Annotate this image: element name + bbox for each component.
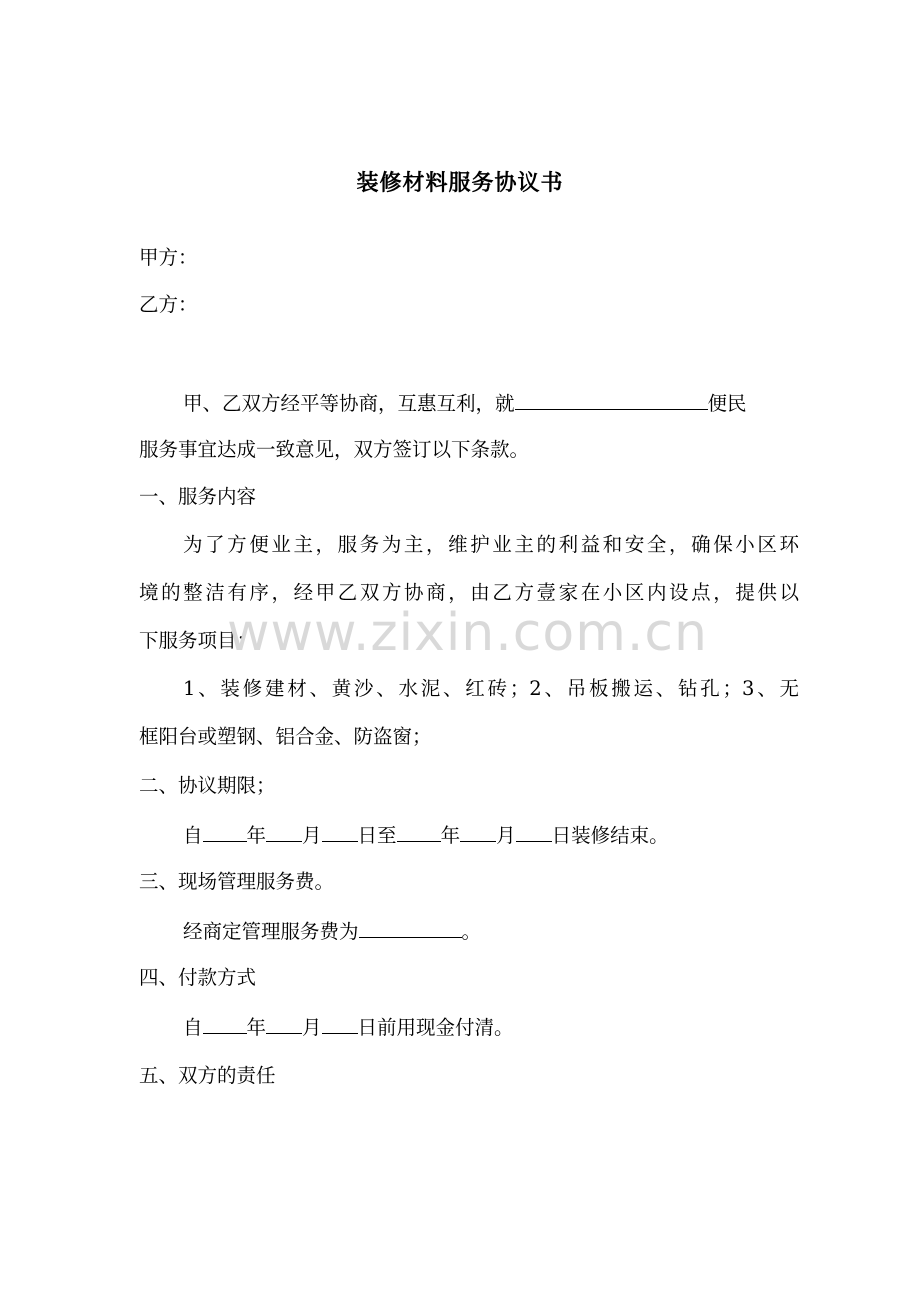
fee-text: 经商定管理服务费为: [183, 920, 359, 943]
term-from: 自: [183, 824, 203, 847]
intro-line-1: [183, 387, 799, 419]
party-b-label: 乙方：: [139, 293, 198, 316]
end-month-blank: [460, 819, 496, 842]
payment-line: [183, 1011, 799, 1043]
service-para-1-line-2: 境的整洁有序，经甲乙双方协商，由乙方壹家在小区内设点，提供以: [139, 581, 799, 604]
pay-end: 日前用现金付清。: [357, 1016, 514, 1039]
intro-text-b: 便民: [707, 392, 747, 415]
section-heading-responsibilities: 五、双方的责任: [139, 1064, 276, 1087]
term-month-2: 月: [496, 824, 516, 847]
term-month-1: 月: [302, 824, 322, 847]
document-title: 装修材料服务协议书: [356, 170, 564, 196]
project-blank: [515, 387, 708, 410]
pay-year-blank: [203, 1011, 247, 1034]
party-a-label: 甲方：: [139, 246, 198, 269]
service-para-1-line-1: 为了方便业主，服务为主，维护业主的利益和安全，确保小区环: [183, 533, 799, 556]
term-line: [183, 819, 799, 851]
fee-period: 。: [461, 920, 482, 943]
pay-month: 月: [302, 1016, 322, 1039]
term-day-to: 日至: [357, 824, 397, 847]
service-para-2-line-1: 1、装修建材、黄沙、水泥、红砖；2、吊板搬运、钻孔；3、无: [183, 677, 799, 700]
section-heading-term: 二、协议期限；: [139, 774, 276, 797]
pay-day-blank: [322, 1011, 358, 1034]
section-heading-payment: 四、付款方式: [139, 966, 257, 989]
start-year-blank: [203, 819, 247, 842]
start-month-blank: [266, 819, 302, 842]
term-end: 日装修结束。: [551, 824, 669, 847]
intro-text-a: 甲、乙双方经平等协商，互惠互利，就: [183, 392, 515, 415]
section-heading-service: 一、服务内容: [139, 485, 257, 508]
end-year-blank: [397, 819, 441, 842]
fee-line: [183, 915, 799, 947]
term-year-1: 年: [246, 824, 267, 847]
pay-month-blank: [266, 1011, 302, 1034]
fee-amount-blank: [359, 915, 462, 938]
intro-line-2: 服务事宜达成一致意见，双方签订以下条款。: [139, 438, 530, 461]
service-para-1-line-3: 下服务项目；: [139, 629, 257, 652]
pay-from: 自: [183, 1016, 203, 1039]
term-year-2: 年: [440, 824, 461, 847]
section-heading-fee: 三、现场管理服务费。: [139, 870, 335, 893]
service-para-2-line-2: 框阳台或塑钢、铝合金、防盗窗；: [139, 725, 432, 748]
pay-year: 年: [246, 1016, 267, 1039]
watermark: www.zixin.com.cn: [227, 603, 708, 663]
start-day-blank: [322, 819, 358, 842]
end-day-blank: [516, 819, 552, 842]
